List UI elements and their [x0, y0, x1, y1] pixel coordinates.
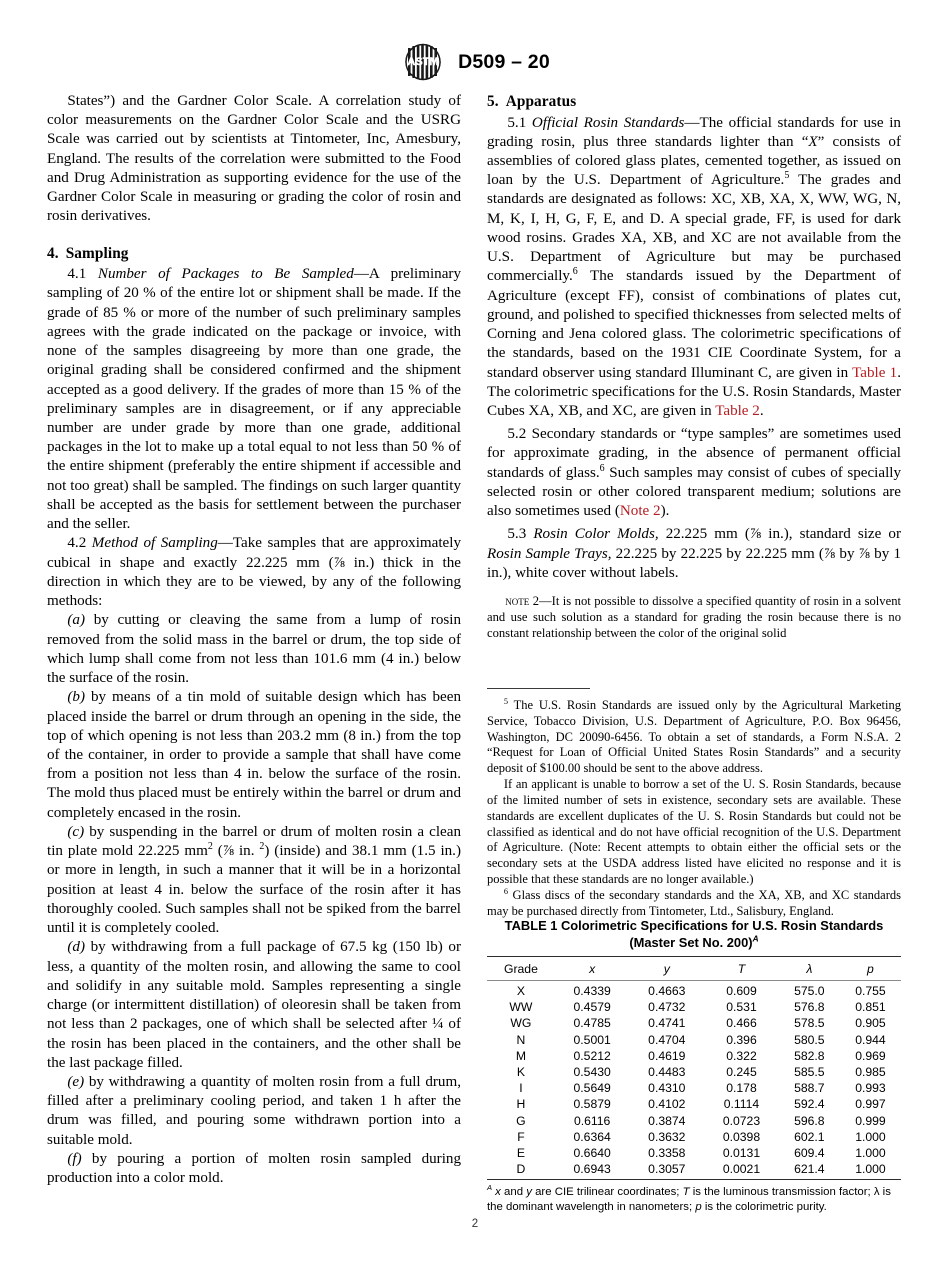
- sub-sup-c-2: 2: [259, 841, 265, 853]
- table-row: [487, 1015, 901, 1031]
- table-1-footnote: [487, 1185, 901, 1215]
- clause-text-5-1-a: The official standards for use in grading rosin, plus three standards lighter than “: [487, 114, 901, 150]
- cell-x: 0.5879: [573, 1097, 611, 1112]
- cell-λ: 596.8: [794, 1113, 825, 1128]
- table-footnote-x: x: [492, 1186, 501, 1199]
- clause-lead-5-1: Official Rosin Standards: [531, 114, 685, 131]
- paragraph-5-1: [487, 114, 901, 422]
- cell-y: 0.3874: [648, 1113, 686, 1128]
- table-1-title-footnote-marker: A: [752, 933, 759, 944]
- section-title-5: Apparatus: [505, 93, 577, 110]
- column-header-x: x: [589, 961, 596, 976]
- cell-y: 0.3632: [648, 1129, 686, 1144]
- clause-lead-5-3-a: Rosin Color Molds,: [533, 526, 659, 543]
- cell-λ: 580.5: [794, 1032, 825, 1047]
- paragraph-4-2-f: [47, 1150, 461, 1188]
- sub-text-c-2: (⅞ in.: [212, 843, 260, 860]
- column-header-y: y: [663, 961, 670, 976]
- table-row: [487, 1064, 901, 1080]
- cell-T: 0.0131: [722, 1145, 761, 1160]
- sub-text-d: by withdrawing from a full package of 67.5 kg (150 lb) or less, a quantity of the molten rosin, and allowing the same to cool and solidify in any suitable mold. Samples representing a single charge (or intermittent distillation) of oleoresin shall be taken from not less than 2 packages, one of which shall be selected after ¼ of the rosin has been placed in the containers, and the other shall be the last package filled.: [47, 939, 461, 1071]
- cell-λ: 576.8: [794, 1000, 825, 1015]
- xref-table-1[interactable]: Table 1: [852, 364, 898, 381]
- cell-T: 0.609: [726, 984, 757, 999]
- cell-x: 0.6640: [573, 1145, 611, 1160]
- cell-y: 0.4741: [648, 1016, 686, 1031]
- table-footnote-mid1: are CIE trilinear coordinates;: [531, 1186, 683, 1199]
- clause-text-4-1: A preliminary sampling of 20 % of the entire lot or shipment shall be made. If the grade of 85 % or more of the number of such preliminary samples agrees with the grade indicated on the package or invoice, with none of the samples disagreeing by more than one grade, the original grading shall be considered confirmed and the shipment accepted as a good delivery. If the grades of more than 15 % of the preliminary samples are in disagreement, or if any appreciable number are under grade by more than one grade, additional packages in the lot to make up a total equal to not less than 50 % of the entire shipment (preferably the entire shipment if accessible and not too great) shall be sampled. The findings on such larger quantity shall be accepted as the basis for settlement between the purchaser and the seller.: [47, 266, 462, 533]
- cell-x: 0.6364: [573, 1129, 611, 1144]
- table-1-container: [487, 917, 901, 1215]
- cell-λ: 575.0: [794, 984, 825, 999]
- cell-p: 1.000: [855, 1145, 886, 1160]
- cell-grade: D: [516, 1162, 526, 1177]
- table-row: [487, 1112, 901, 1128]
- footnote-divider: [487, 688, 590, 689]
- clause-dash-4-2: —: [217, 535, 233, 552]
- clause-number-5-2: 5.2: [507, 426, 527, 443]
- table-1-body: [487, 981, 901, 1180]
- column-header-p: p: [867, 961, 874, 976]
- sub-sup-c-1: 2: [207, 841, 213, 853]
- left-column: [47, 92, 461, 1188]
- footnote-block: [487, 688, 901, 919]
- footnote-ref-5[interactable]: 5: [784, 170, 790, 182]
- cell-x: 0.4579: [573, 1000, 611, 1015]
- table-row: [487, 999, 901, 1015]
- xref-note-2[interactable]: Note 2: [619, 503, 661, 520]
- sub-label-a: (a): [67, 612, 85, 629]
- clause-dash-5-1: —: [684, 114, 700, 131]
- table-row: [487, 1048, 901, 1064]
- cell-x: 0.5001: [573, 1032, 611, 1047]
- footnote-ref-6[interactable]: 6: [572, 266, 578, 278]
- clause-number-5-3: 5.3: [507, 526, 527, 543]
- clause-text-5-1-d: The standards issued by the Department of Agriculture (except FF), consist of combinations of plates cut, ground, and polished to specified thicknesses from selected melts of Corning and Jena colored glass. The colorimetric specifications of the standards, based on the 1931 CIE Coordinate System, for a standard observer using standard Illuminant C, are given in: [487, 268, 901, 381]
- note-text: It is not possible to dissolve a specified quantity of rosin in a solvent and use such solution as a standard for grading the rosin because there is no constant relationship between the color of the original solid: [487, 594, 901, 640]
- table-1: [487, 956, 901, 1180]
- cell-λ: 609.4: [794, 1145, 825, 1160]
- cell-x: 0.4785: [573, 1016, 611, 1031]
- table-footnote-t: T: [682, 1186, 690, 1199]
- cell-grade: H: [516, 1097, 526, 1112]
- sub-label-e: (e): [67, 1073, 85, 1090]
- cell-p: 0.755: [855, 984, 886, 999]
- right-column: [487, 92, 901, 642]
- cell-x: 0.6943: [573, 1162, 611, 1177]
- xref-table-2[interactable]: Table 2: [715, 403, 760, 420]
- cell-T: 0.178: [726, 1081, 757, 1096]
- table-footnote-end: is the colorimetric purity.: [701, 1200, 827, 1213]
- cell-p: 1.000: [855, 1129, 886, 1144]
- cell-x: 0.6116: [573, 1113, 611, 1128]
- cell-grade: E: [516, 1145, 525, 1160]
- footnote-ref-6b[interactable]: 6: [599, 462, 605, 474]
- footnote-marker-6: 6: [503, 886, 508, 896]
- paragraph-5-3: [487, 525, 901, 583]
- clause-text-5-3-a: 22.225 mm (⅞ in.), standard size or: [658, 526, 901, 543]
- clause-number-4-2: 4.2: [67, 535, 87, 552]
- footnote-5-text-1: The U.S. Rosin Standards are issued only by the Agricultural Marketing Service, Tobacco Division, U.S. Department of Agriculture, P.O. Box 96456, Washington, DC 20090-6456. To obtain a set of standards, a Form N.S.A. 2 “Request for Loan of Official United States Rosin Standards” and a security deposit of $100.00 should be sent to the above address.: [487, 698, 901, 776]
- cell-T: 0.466: [726, 1016, 757, 1031]
- cell-p: 0.851: [855, 1000, 886, 1015]
- table-footnote-p: p: [695, 1200, 702, 1213]
- clause-number-4-1: 4.1: [67, 266, 87, 283]
- document-number: D509 – 20: [458, 50, 550, 73]
- cell-grade: N: [516, 1032, 526, 1047]
- paragraph-4-2-a: [47, 611, 461, 688]
- sub-label-b: (b): [67, 689, 85, 706]
- footnote-5-para-1: [487, 698, 901, 777]
- cell-x: 0.5649: [573, 1081, 611, 1096]
- table-row: [487, 1096, 901, 1112]
- table-1-head: [487, 957, 901, 981]
- cell-λ: 602.1: [794, 1129, 825, 1144]
- paragraph-4-1: [47, 265, 461, 534]
- table-row: [487, 1145, 901, 1161]
- table-footnote-mid2: is the luminous transmission factor; λ is the dominant wavelength in nanometers;: [487, 1186, 891, 1213]
- paragraph-4-2-e: [47, 1073, 461, 1150]
- cell-grade: WW: [509, 1000, 533, 1015]
- section-heading-5: [487, 92, 901, 112]
- column-header-lambda: λ: [806, 961, 813, 976]
- cell-T: 0.0398: [722, 1129, 761, 1144]
- clause-text-5-1-b: ” consists of assemblies of colored glass plates, cemented together, as issued on loan by the U.S. Department of Agriculture.: [487, 133, 901, 189]
- sub-text-b: by means of a tin mold of suitable design which has been placed inside the barrel or drum through an opening in the side, the top of which opening is not less than 203.2 mm (8 in.) from the top of the container, in order to provide a sample that shall have come from a position not less than 4 in. below the surface of the rosin. The mold thus placed must be entirely within the barrel or drum and completely encased in the rosin.: [47, 689, 461, 821]
- cell-p: 1.000: [855, 1162, 886, 1177]
- clause-text-5-1-c: The grades and standards are designated as follows: XC, XB, XA, X, WW, WG, N, M, K, I, H, G, F, E, and D. A special grade, FF, is used for dark wood rosins. Grades XA, XB, and XC are not available from the U.S. Department of Agriculture but may be purchased commercially.: [487, 172, 902, 285]
- table-row: [487, 1161, 901, 1180]
- table-row: [487, 1129, 901, 1145]
- clause-lead-5-3-b: Rosin Sample Trays,: [487, 545, 612, 562]
- note-dash: —: [539, 594, 552, 609]
- clause-text-5-2-b: Such samples may consist of cubes of specially selected rosin or other colored transparent medium; solutions are also sometimes used (: [487, 464, 902, 520]
- sub-text-e: by withdrawing a quantity of molten rosin from a full drum, filled after a preliminary cooling period, and taken 1 h after the drum was filled, and pouring some withdrawn portion into a suitable mold.: [47, 1073, 461, 1148]
- table-footnote-y: y: [526, 1186, 532, 1199]
- cell-y: 0.3358: [648, 1145, 686, 1160]
- cell-grade: K: [516, 1065, 525, 1079]
- paragraph-4-2-d: [47, 938, 461, 1073]
- cell-T: 0.0021: [722, 1162, 761, 1177]
- section-number-5: 5.: [487, 93, 499, 110]
- cell-p: 0.969: [855, 1048, 886, 1063]
- cell-λ: 585.5: [794, 1065, 825, 1079]
- paragraph-4-2-b: [47, 688, 461, 823]
- clause-text-5-1-e: . The colorimetric specifications for the U.S. Rosin Standards, Master Cubes XA, XB, and XC, are given in: [487, 364, 901, 420]
- footnote-5-para-2: [487, 777, 901, 888]
- sub-text-c-1: by suspending in the barrel or drum of molten rosin a clean tin plate mold 22.225 mm: [47, 823, 461, 860]
- cell-p: 0.944: [855, 1032, 886, 1047]
- cell-y: 0.4704: [648, 1032, 686, 1047]
- section-number-4: 4.: [47, 244, 59, 262]
- cell-y: 0.4663: [648, 984, 686, 999]
- cell-p: 0.997: [855, 1097, 886, 1112]
- clause-text-4-2: Take samples that are approximately cubical in shape and exactly 22.225 mm (⅞ in.) thick in the direction in which they are to be viewed, by any of the following methods:: [47, 535, 461, 610]
- cell-grade: F: [517, 1129, 525, 1144]
- cell-x: 0.5430: [573, 1065, 611, 1079]
- footnote-6-para-1: [487, 888, 901, 920]
- cell-grade: WG: [510, 1016, 532, 1031]
- table-footnote-and: and: [500, 1186, 527, 1199]
- table-row: [487, 1032, 901, 1048]
- note-number: 2: [529, 594, 540, 609]
- cell-x: 0.4339: [573, 984, 611, 999]
- note-label: note: [505, 594, 530, 609]
- cell-p: 0.993: [855, 1081, 886, 1096]
- table-1-title: [487, 917, 901, 951]
- cell-y: 0.4732: [648, 1000, 686, 1015]
- note-2-paragraph: [487, 594, 901, 642]
- cell-λ: 621.4: [794, 1162, 825, 1177]
- clause-number-5-1: 5.1: [507, 114, 527, 131]
- cell-T: 0.1114: [723, 1097, 760, 1112]
- footnote-5-text-2: If an applicant is unable to borrow a set of the U. S. Rosin Standards, because of the limited number of sets in existence, secondary sets are available. These standards are excellent duplicates of the U. S. Rosin Standards but could not be classified as identical and do not have official recognition of the U.S. Department of Agriculture. (Note: Recent attempts to obtain either the official sets or the secondary sets at the USDA address listed have elicited no response and it is possible that these standards are no longer available.): [487, 777, 901, 886]
- cell-grade: X: [516, 984, 525, 999]
- clause-text-5-2-a: Secondary standards or “type samples” are sometimes used for approximate grading, in the absence of permanent official standards of glass.: [487, 426, 901, 481]
- cell-T: 0.322: [726, 1048, 757, 1063]
- clause-lead-4-1: Number of Packages to Be Sampled: [97, 266, 354, 283]
- astm-logo-icon: [400, 42, 446, 82]
- table-1-footnote-marker: A: [487, 1183, 493, 1193]
- sub-label-f: (f): [67, 1150, 82, 1167]
- cell-λ: 588.7: [794, 1081, 825, 1096]
- cell-y: 0.3057: [648, 1162, 686, 1177]
- cell-grade: I: [519, 1081, 523, 1096]
- cell-grade: G: [516, 1113, 526, 1128]
- sub-label-d: (d): [67, 939, 85, 956]
- column-header-t: T: [737, 961, 746, 976]
- table-header-row: [487, 957, 901, 981]
- cell-λ: 592.4: [794, 1097, 825, 1112]
- section-title-4: Sampling: [65, 244, 129, 262]
- sub-text-a: by cutting or cleaving the same from a lump of rosin removed from the solid mass in the barrel or drum, the top side of which lump shall come from not less than 101.6 mm (4 in.) below the surface of the rosin.: [47, 612, 461, 687]
- clause-lead-4-2: Method of Sampling: [91, 535, 218, 552]
- cell-y: 0.4619: [648, 1048, 686, 1063]
- section-heading-4: [47, 244, 461, 264]
- cell-x: 0.5212: [573, 1048, 611, 1063]
- clause-text-5-1-f: .: [759, 403, 764, 420]
- cell-λ: 578.5: [794, 1016, 825, 1031]
- paragraph-5-2: [487, 425, 901, 521]
- sub-text-f: by pouring a portion of molten rosin sampled during production into a color mold.: [47, 1150, 461, 1187]
- cell-T: 0.531: [726, 1000, 757, 1015]
- page-header: [0, 42, 950, 82]
- cell-y: 0.4310: [648, 1081, 686, 1096]
- clause-text-5-2-c: ).: [660, 503, 670, 520]
- svg-text:ASTM: ASTM: [407, 56, 439, 68]
- column-header-grade: Grade: [503, 961, 538, 976]
- table-row: [487, 1080, 901, 1096]
- table-1-title-line1: TABLE 1 Colorimetric Specifications for U.S. Rosin Standards: [504, 918, 884, 933]
- continued-paragraph: States”) and the Gardner Color Scale. A correlation study of color measurements on the Gardner Color Scale and the USRG Scale was carried out by scientists at Tintometer, Inc, Amesbury, England. The results of the correlation were submitted to the Food and Drug Administration as supporting evidence for the use of the Gardner Color Scale in measuring or grading the color of rosin and rosin derivatives.: [47, 93, 461, 225]
- footnote-marker-5: 5: [503, 696, 508, 706]
- cell-p: 0.905: [855, 1016, 886, 1031]
- paragraph-4-2: [47, 534, 461, 611]
- clause-text-5-3-b: 22.225 by 22.225 by 22.225 mm (⅞ by ⅞ by 1 in.), white cover without labels.: [487, 545, 901, 581]
- cell-y: 0.4102: [648, 1097, 686, 1112]
- cell-grade: M: [515, 1048, 526, 1063]
- table-row: [487, 981, 901, 1000]
- cell-p: 0.985: [855, 1065, 886, 1079]
- cell-T: 0.0723: [722, 1113, 761, 1128]
- clause-dash-4-1: —: [353, 266, 369, 283]
- table-1-title-line2: (Master Set No. 200): [629, 935, 753, 951]
- cell-T: 0.245: [726, 1065, 757, 1079]
- cell-T: 0.396: [726, 1032, 757, 1047]
- sub-text-c-3: ) (inside) and 38.1 mm (1.5 in.) or more in length, in such a manner that it will be in a horizontal position at least 4 in. below the surface of the rosin after it has thoroughly cooled. Such samples shall not be spiked from the barrel until it is completely cooled.: [47, 843, 461, 937]
- cell-y: 0.4483: [648, 1065, 686, 1079]
- sub-label-c: (c): [67, 823, 85, 840]
- paragraph-4-2-c: [47, 823, 461, 938]
- cell-λ: 582.8: [794, 1048, 825, 1063]
- italic-grade-x: X: [808, 133, 818, 150]
- cell-p: 0.999: [855, 1113, 886, 1128]
- page-number: 2: [471, 1218, 479, 1230]
- footnote-6-text-1: Glass discs of the secondary standards and the XA, XB, and XC standards may be purchased directly from Tintometer, Ltd., Salisbury, England.: [487, 887, 901, 918]
